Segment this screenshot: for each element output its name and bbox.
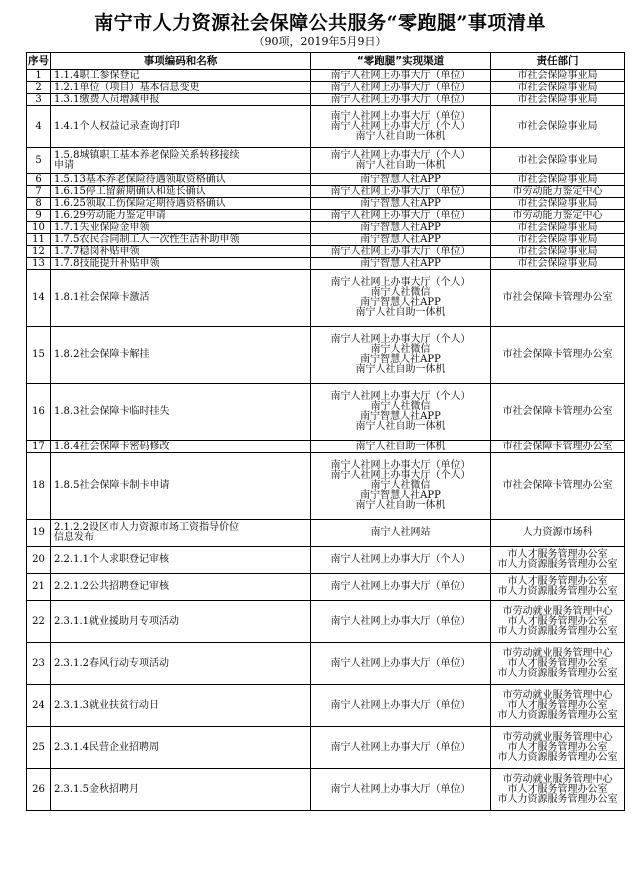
item-name-line: 2.3.1.5金秋招聘月 [54,783,139,795]
row-number: 18 [27,453,51,520]
table-row [27,327,625,384]
item-dept-line: 市社会保险事业局 [517,245,598,257]
item-name-cell [51,453,311,520]
header-no: 序号 [27,53,51,70]
row-number: 14 [27,270,51,327]
item-name-cell [51,94,311,106]
item-name-cell [51,198,311,210]
row-number: 9 [27,210,51,222]
item-dept-cell [491,327,625,384]
item-dept-line: 市社会保障卡管理办公室 [502,406,613,417]
item-name-cell [51,186,311,198]
table-row [27,547,625,574]
item-name-cell [51,685,311,727]
table-row [27,727,625,769]
item-dept-line: 市社会保险事业局 [517,154,598,166]
row-number: 17 [27,441,51,453]
row-number: 12 [27,246,51,258]
item-channel-line: 南宁智慧人社APP [360,233,441,245]
item-dept-cell [491,174,625,186]
item-channel-line: 南宁人社网上办事大厅（个人） [330,149,471,161]
item-dept-line: 市人才服务管理办公室 [507,576,608,587]
item-dept-line: 市人才服务管理办公室 [507,657,608,669]
item-name-cell [51,384,311,441]
item-dept-line: 市人才服务管理办公室 [507,783,608,795]
item-dept-cell [491,384,625,441]
item-channel-line: 南宁人社网上办事大厅（个人） [330,120,471,132]
item-name-line: 2.3.1.3就业扶贫行动日 [54,699,159,711]
item-channel-cell [311,384,491,441]
item-dept-line: 市人力资源服务管理办公室 [497,751,618,763]
row-number: 16 [27,384,51,441]
item-channel-line: 南宁人社网上办事大厅（个人） [330,334,471,345]
item-name-cell [51,234,311,246]
item-channel-line: 南宁智慧人社APP [360,354,441,365]
table-row [27,186,625,198]
table-row [27,258,625,270]
item-dept-cell [491,685,625,727]
item-name-cell [51,106,311,148]
item-dept-line: 市劳动就业服务管理中心 [502,647,613,659]
item-channel-line: 南宁人社网上办事大厅（单位） [330,657,471,669]
item-name-cell [51,148,311,174]
item-channel-line: 南宁人社自助一体机 [355,440,446,452]
item-dept-cell [491,94,625,106]
row-number: 22 [27,601,51,643]
item-channel-cell [311,727,491,769]
item-name-cell [51,82,311,94]
item-dept-line: 市人才服务管理办公室 [507,549,608,560]
item-name-cell [51,601,311,643]
item-channel-line: 南宁人社微信 [370,401,431,412]
item-dept-line: 市社会保险事业局 [517,81,598,93]
item-dept-line: 市社会保障卡管理办公室 [502,292,613,303]
item-name-line: 1.7.5农民合同制工人一次性生活补助申领 [54,233,240,245]
item-dept-line: 市社会保险事业局 [517,257,598,269]
item-channel-cell [311,441,491,453]
item-channel-cell [311,643,491,685]
table-row [27,70,625,82]
item-channel-line: 南宁智慧人社APP [360,221,441,233]
row-number: 26 [27,769,51,811]
item-name-cell [51,222,311,234]
item-name-cell [51,547,311,574]
item-name-line: 1.5.8城镇职工基本养老保险关系转移接续 [54,149,240,161]
item-channel-cell [311,258,491,270]
item-dept-cell [491,186,625,198]
item-name-line: 1.8.5社会保障卡制卡申请 [54,480,170,491]
header-name: 事项编码和名称 [51,53,311,70]
table-row [27,270,625,327]
item-name-line: 1.7.1失业保险金申领 [54,221,150,233]
table-row [27,174,625,186]
item-dept-cell [491,441,625,453]
table-body [27,70,625,811]
item-dept-cell [491,520,625,547]
item-name-line: 1.8.2社会保障卡解挂 [54,349,150,360]
item-name-cell [51,327,311,384]
item-name-line: 1.5.13基本养老保险待遇领取资格确认 [54,173,226,185]
row-number: 6 [27,174,51,186]
item-name-cell [51,270,311,327]
item-dept-cell [491,643,625,685]
row-number: 20 [27,547,51,574]
table-row [27,106,625,148]
row-number: 2 [27,82,51,94]
item-channel-cell [311,82,491,94]
item-dept-line: 市人才服务管理办公室 [507,615,608,627]
item-name-line: 2.3.1.4民营企业招聘周 [54,741,159,753]
item-dept-cell [491,574,625,601]
item-name-line: 2.2.1.1个人求职登记审核 [54,554,169,565]
item-channel-line: 南宁智慧人社APP [360,197,441,209]
item-channel-cell [311,246,491,258]
item-name-line: 2.3.1.2春风行动专项活动 [54,657,169,669]
item-channel-line: 南宁智慧人社APP [360,490,441,501]
item-channel-line: 南宁人社自助一体机 [355,130,446,142]
item-channel-cell [311,148,491,174]
row-number: 13 [27,258,51,270]
table-row [27,210,625,222]
item-channel-cell [311,198,491,210]
item-channel-line: 南宁人社网上办事大厅（单位） [330,741,471,753]
item-channel-cell [311,234,491,246]
item-name-line: 1.3.1缴费人员增减申报 [54,93,160,105]
item-name-line: 1.1.4职工参保登记 [54,69,140,81]
item-channel-line: 南宁人社自助一体机 [355,421,446,432]
item-dept-cell [491,222,625,234]
item-name-line: 2.2.1.2公共招聘登记审核 [54,581,169,592]
page-subtitle: （90项，2019年5月9日） [253,35,387,48]
table-row [27,234,625,246]
item-channel-cell [311,222,491,234]
item-dept-cell [491,234,625,246]
item-name-cell [51,769,311,811]
table-row [27,246,625,258]
item-dept-line: 市社会保险事业局 [517,69,598,81]
item-name-cell [51,70,311,82]
item-channel-line: 南宁人社网上办事大厅（单位） [330,581,471,592]
table-row [27,94,625,106]
item-channel-cell [311,186,491,198]
item-dept-line: 市社会保障卡管理办公室 [502,440,613,452]
table-row [27,601,625,643]
item-name-line: 2.1.2.2设区市人力资源市场工资指导价位 [54,522,239,533]
table-row [27,643,625,685]
item-dept-line: 市劳动就业服务管理中心 [502,773,613,785]
item-channel-cell [311,70,491,82]
item-dept-line: 市社会保险事业局 [517,93,598,105]
row-number: 8 [27,198,51,210]
item-dept-cell [491,70,625,82]
item-channel-line: 南宁人社网上办事大厅（单位） [330,209,471,221]
item-name-line: 1.8.3社会保障卡临时挂失 [54,406,170,417]
item-channel-cell [311,270,491,327]
item-channel-cell [311,453,491,520]
item-channel-line: 南宁智慧人社APP [360,411,441,422]
item-channel-cell [311,685,491,727]
table-row [27,82,625,94]
item-dept-cell [491,106,625,148]
item-channel-cell [311,574,491,601]
item-channel-line: 南宁人社网上办事大厅（单位） [330,69,471,81]
item-channel-line: 南宁人社自助一体机 [355,364,446,375]
item-channel-line: 南宁人社网上办事大厅（单位） [330,460,471,471]
table-row [27,574,625,601]
item-channel-cell [311,601,491,643]
item-name-line: 申请 [54,159,74,171]
row-number: 11 [27,234,51,246]
item-name-cell [51,258,311,270]
row-number: 7 [27,186,51,198]
item-dept-cell [491,601,625,643]
item-name-cell [51,246,311,258]
item-dept-line: 市社会保险事业局 [517,221,598,233]
row-number: 5 [27,148,51,174]
item-dept-line: 市人力资源服务管理办公室 [497,625,618,637]
row-number: 25 [27,727,51,769]
item-channel-line: 南宁人社网上办事大厅（个人） [330,554,471,565]
row-number: 19 [27,520,51,547]
table-row [27,441,625,453]
item-name-cell [51,727,311,769]
item-channel-cell [311,106,491,148]
item-dept-line: 市人力资源服务管理办公室 [497,709,618,721]
item-dept-line: 市人才服务管理办公室 [507,741,608,753]
item-dept-cell [491,198,625,210]
item-dept-line: 市社会保险事业局 [517,120,598,132]
item-channel-cell [311,547,491,574]
item-dept-line: 市社会保险事业局 [517,173,598,185]
item-channel-cell [311,520,491,547]
item-dept-line: 人力资源市场科 [522,527,593,538]
item-dept-cell [491,547,625,574]
item-dept-cell [491,258,625,270]
table-row [27,384,625,441]
item-dept-line: 市劳动就业服务管理中心 [502,731,613,743]
row-number: 10 [27,222,51,234]
item-channel-cell [311,769,491,811]
item-name-cell [51,643,311,685]
item-name-line: 1.4.1个人权益记录查询打印 [54,120,180,132]
item-name-line: 1.7.8技能提升补贴申领 [54,257,160,269]
item-channel-line: 南宁人社微信 [370,287,431,298]
item-dept-line: 市劳动就业服务管理中心 [502,689,613,701]
item-channel-cell [311,94,491,106]
item-channel-line: 南宁人社网上办事大厅（单位） [330,110,471,122]
item-channel-line: 南宁人社网上办事大厅（单位） [330,615,471,627]
item-name-cell [51,174,311,186]
table-row [27,769,625,811]
page-title: 南宁市人力资源社会保障公共服务“零跑腿”事项清单 [94,12,546,34]
item-channel-line: 南宁智慧人社APP [360,173,441,185]
table-row [27,222,625,234]
header-channel: “零跑腿”实现渠道 [311,53,491,70]
item-dept-line: 市劳动能力鉴定中心 [512,209,603,221]
row-number: 15 [27,327,51,384]
table-row [27,198,625,210]
row-number: 3 [27,94,51,106]
item-dept-line: 市人力资源服务管理办公室 [497,559,618,570]
item-name-line: 1.2.1单位（项目）基本信息变更 [54,81,200,93]
row-number: 1 [27,70,51,82]
item-dept-cell [491,270,625,327]
item-channel-line: 南宁人社网站 [370,527,431,538]
item-channel-line: 南宁人社网上办事大厅（单位） [330,245,471,257]
item-name-cell [51,441,311,453]
item-channel-line: 南宁人社网上办事大厅（个人） [330,391,471,402]
item-dept-line: 市社会保险事业局 [517,197,598,209]
header-dept: 责任部门 [491,53,625,70]
item-dept-line: 市劳动就业服务管理中心 [502,605,613,617]
item-channel-line: 南宁智慧人社APP [360,257,441,269]
item-dept-line: 市人才服务管理办公室 [507,699,608,711]
item-dept-line: 市社会保险事业局 [517,233,598,245]
item-channel-cell [311,210,491,222]
item-channel-line: 南宁人社网上办事大厅（单位） [330,699,471,711]
item-channel-line: 南宁人社网上办事大厅（单位） [330,185,471,197]
item-name-line: 1.6.29劳动能力鉴定申请 [54,209,166,221]
item-channel-line: 南宁人社网上办事大厅（单位） [330,81,471,93]
item-dept-cell [491,210,625,222]
item-channel-line: 南宁人社网上办事大厅（单位） [330,783,471,795]
item-dept-cell [491,148,625,174]
table-row [27,685,625,727]
row-number: 4 [27,106,51,148]
row-number: 21 [27,574,51,601]
item-dept-cell [491,727,625,769]
item-dept-line: 市社会保障卡管理办公室 [502,349,613,360]
item-channel-line: 南宁人社自助一体机 [355,159,446,171]
item-dept-line: 市劳动能力鉴定中心 [512,185,603,197]
item-channel-line: 南宁人社微信 [370,480,431,491]
item-name-cell [51,574,311,601]
item-channel-line: 南宁人社网上办事大厅（个人） [330,470,471,481]
row-number: 24 [27,685,51,727]
item-name-line: 1.8.1社会保障卡激活 [54,292,150,303]
item-channel-line: 南宁人社自助一体机 [355,500,446,511]
item-dept-line: 市人力资源服务管理办公室 [497,667,618,679]
item-name-line: 信息发布 [54,532,94,543]
item-name-cell [51,520,311,547]
item-channel-line: 南宁人社自助一体机 [355,307,446,318]
table-row [27,453,625,520]
item-dept-line: 市人力资源服务管理办公室 [497,793,618,805]
item-name-line: 1.6.15停工留薪期确认和延长确认 [54,185,206,197]
item-channel-line: 南宁人社网上办事大厅（单位） [330,93,471,105]
item-channel-line: 南宁智慧人社APP [360,297,441,308]
row-number: 23 [27,643,51,685]
table-row [27,520,625,547]
service-table [26,52,625,811]
item-channel-line: 南宁人社网上办事大厅（个人） [330,277,471,288]
item-channel-line: 南宁人社微信 [370,344,431,355]
item-channel-cell [311,327,491,384]
table-header-row [27,53,625,70]
item-name-line: 1.6.25领取工伤保险定期待遇资格确认 [54,197,226,209]
item-dept-cell [491,769,625,811]
item-dept-line: 市社会保障卡管理办公室 [502,480,613,491]
item-dept-line: 市人力资源服务管理办公室 [497,586,618,597]
item-dept-cell [491,82,625,94]
table-row [27,148,625,174]
item-dept-cell [491,246,625,258]
item-name-line: 1.8.4社会保障卡密码修改 [54,440,170,452]
item-channel-cell [311,174,491,186]
item-name-line: 2.3.1.1就业援助月专项活动 [54,615,179,627]
item-name-line: 1.7.7稳岗补贴申领 [54,245,140,257]
item-name-cell [51,210,311,222]
item-dept-cell [491,453,625,520]
